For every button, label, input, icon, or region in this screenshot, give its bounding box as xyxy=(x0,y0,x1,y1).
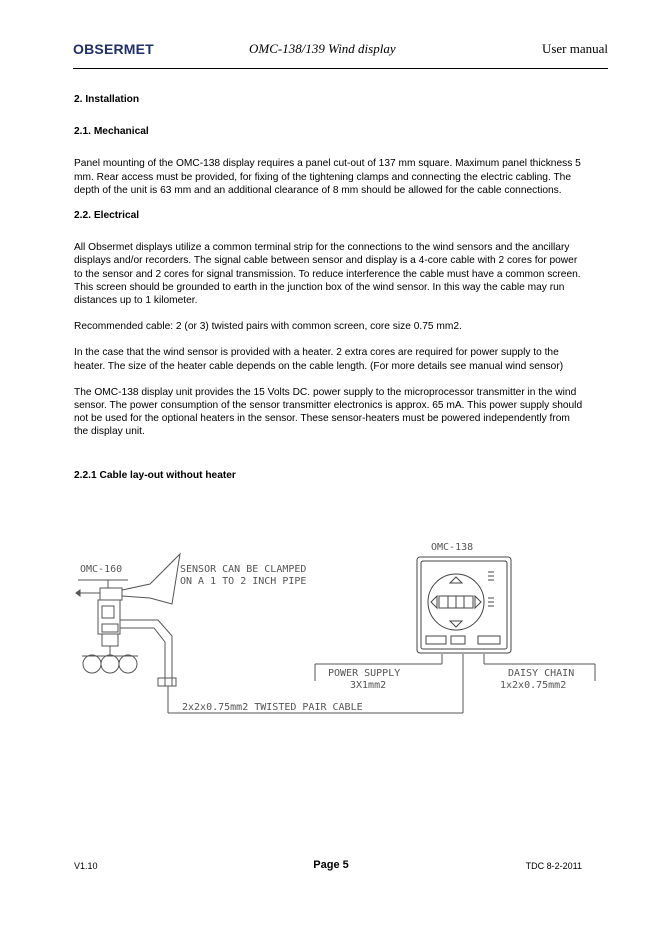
brand-logo: OBSERMET xyxy=(73,41,154,57)
footer-date: TDC 8-2-2011 xyxy=(525,861,582,871)
clamp-label-line2: ON A 1 TO 2 INCH PIPE xyxy=(180,576,307,587)
heading-mechanical: 2.1. Mechanical xyxy=(74,126,149,138)
wind-sensor-drawing xyxy=(76,554,180,704)
document-title: OMC-138/139 Wind display xyxy=(249,41,396,56)
daisy-spec-label: 1x2x0.75mm2 xyxy=(500,680,567,691)
paragraph-electrical-2: Recommended cable: 2 (or 3) twisted pairs with common screen, core size 0.75 mm2. xyxy=(74,321,462,333)
daisy-chain-label: DAISY CHAIN xyxy=(508,668,575,679)
display-unit-drawing xyxy=(417,557,511,653)
power-supply-label: POWER SUPPLY xyxy=(328,668,401,679)
power-spec-label: 3X1mm2 xyxy=(350,680,387,691)
paragraph-electrical-4: The OMC-138 display unit provides the 15 Volts DC. power supply to the microprocessor transmitter in the wind sensor. The power consumption of the sensor transmitter electronics is approx. 65 mA. This power supply should not be used for the optional heaters in the sensor. These sensor-heaters must be powered independently from the display unit. xyxy=(74,386,583,438)
cable-layout-diagram xyxy=(70,538,606,716)
paragraph-electrical-3: In the case that the wind sensor is provided with a heater. 2 extra cores are required for power supply to the heater. The size of the heater cable depends on the cable length. (For more details see manual wind sensor) xyxy=(74,347,564,372)
cable-label: 2x2x0.75mm2 TWISTED PAIR CABLE xyxy=(182,702,363,713)
page-content xyxy=(74,93,584,482)
heading-electrical: 2.2. Electrical xyxy=(74,210,140,222)
heading-installation: 2. Installation xyxy=(74,94,140,105)
footer-page-number: Page 5 xyxy=(313,859,349,871)
heading-cable-layout: 2.2.1 Cable lay-out without heater xyxy=(74,469,236,481)
display-label: OMC-138 xyxy=(431,542,474,553)
page-header xyxy=(73,38,608,69)
document-type: User manual xyxy=(541,41,608,56)
paragraph-electrical-1: All Obsermet displays utilize a common terminal strip for the connections to the wind sensors and the ancillary displays and/or recorders. The signal cable between sensor and display is a 4-core cable with 2 cores for power to the sensor and 2 cores for signal transmission. To reduce interference the cable must have a common screen. This screen should be grounded to earth in the junction box of the wind sensor. In this way the cable may run distances up to 1 kilometer. xyxy=(74,242,581,307)
clamp-label-line1: SENSOR CAN BE CLAMPED xyxy=(180,564,307,575)
paragraph-mechanical: Panel mounting of the OMC-138 display requires a panel cut-out of 137 mm square. Maximum panel thickness 5 mm. Rear access must be provided, for fixing of the tightening clamps and connecting the electric cabling. The depth of the unit is 63 mm and an additional clearance of 8 mm should be allowed for the cable connections. xyxy=(74,158,581,196)
sensor-label: OMC-160 xyxy=(80,564,123,575)
footer-version: V1.10 xyxy=(74,861,98,871)
